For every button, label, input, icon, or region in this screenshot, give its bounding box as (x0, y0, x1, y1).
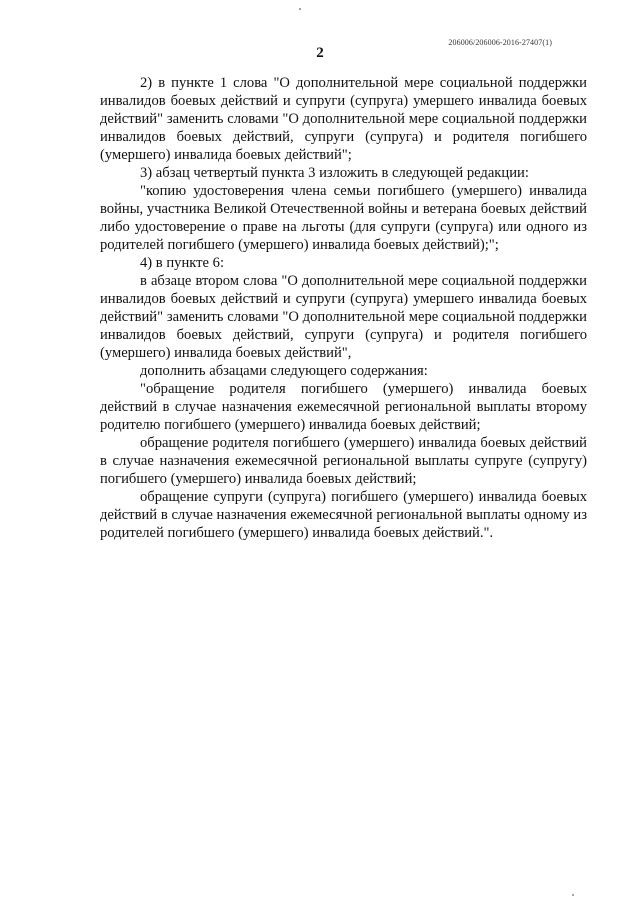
paragraph-quote-spouse: обращение супруги (супруга) погибшего (умершего) инвалида боевых действий в случае назначения ежемесячной региональной выплаты одному из родителей погибшего (умершего) инвалида боевых действий.". (100, 489, 587, 541)
page-number: 2 (316, 45, 324, 61)
paragraph-quote-parent-1: "обращение родителя погибшего (умершего) инвалида боевых действий в случае назначения ежемесячной региональной выплаты второму родителю погибшего (умершего) инвалида боевых действий; (100, 381, 587, 433)
scan-speck (572, 894, 574, 896)
document-body (100, 74, 587, 542)
paragraph-item-3: 3) абзац четвертый пункта 3 изложить в следующей редакции: (140, 165, 529, 181)
paragraph-item-4: 4) в пункте 6: (140, 255, 225, 271)
scan-speck (299, 8, 301, 10)
paragraph-item-2: 2) в пункте 1 слова "О дополнительной мере социальной поддержки инвалидов боевых действий и супруги (супруга) умершего инвалида боевых действий" заменить словами "О дополнительной мере социальной поддержки инвалидов боевых действий, супруги (супруга) и родителя погибшего (умершего) инвалида боевых действий"; (100, 75, 587, 163)
document-id: 206006/206006-2016-27407(1) (448, 38, 552, 47)
paragraph-quote-certificate: "копию удостоверения члена семьи погибшего (умершего) инвалида войны, участника Великой Отечественной войны и ветерана боевых действий либо удостоверение о праве на льготы (для супруги (супруга) или одного из родителей погибшего (умершего) инвалида боевых действий);"; (100, 183, 587, 253)
paragraph-abzac-2: в абзаце втором слова "О дополнительной мере социальной поддержки инвалидов боевых действий и супруги (супруга) умершего инвалида боевых действий" заменить словами "О дополнительной мере социальной поддержки инвалидов боевых действий, супруги (супруга) и родителя погибшего (умершего) инвалида боевых действий", (100, 273, 587, 361)
paragraph-supplement: дополнить абзацами следующего содержания: (140, 363, 428, 379)
paragraph-quote-parent-2: обращение родителя погибшего (умершего) инвалида боевых действий в случае назначения ежемесячной региональной выплаты супруге (супругу) погибшего (умершего) инвалида боевых действий; (100, 435, 587, 487)
